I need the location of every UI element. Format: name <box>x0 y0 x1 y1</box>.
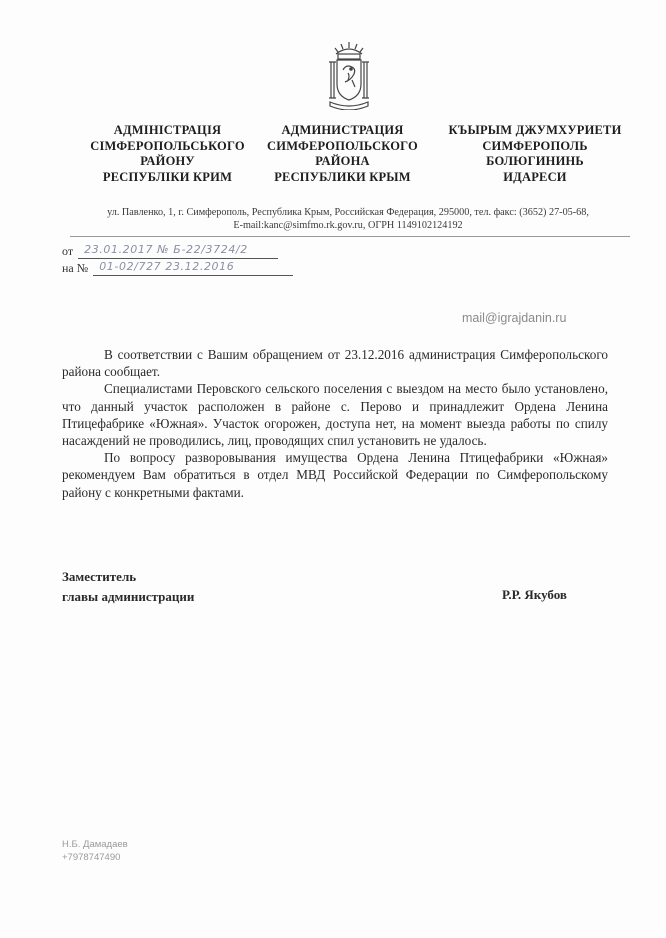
crimea-coat-of-arms-emblem <box>326 40 372 110</box>
executor-info <box>62 838 128 864</box>
signatory-name: Р.Р. Якубов <box>502 587 567 602</box>
header-crh-line: БОЛЮГИНИНЬ <box>486 154 584 168</box>
reference-to-field <box>93 260 293 276</box>
reference-to <box>62 261 293 276</box>
recipient-email: mail@igrajdanin.ru <box>462 311 567 325</box>
reference-to-label: на № <box>62 261 89 275</box>
address-line: ул. Павленко, 1, г. Симферополь, Республика Крым, Российская Федерация, 295000, тел. факс: (3652) 27-05-68, <box>107 207 589 218</box>
header-divider <box>70 236 630 237</box>
header-ru-line: СИМФЕРОПОЛЬСКОГО <box>267 138 418 153</box>
letter-body <box>62 346 608 501</box>
body-paragraph: Специалистами Перовского сельского поселения с выездом на место было установлено, что данный участок расположен в районе с. Перово и принадлежит Ордена Ленина Птицефабрике «Южная». Участок огорожен, доступа нет, на момент выезда работы по спилу насаждений не проводились, лиц, проводящих спил установить не удалось. <box>62 381 608 449</box>
signatory-title <box>62 567 194 607</box>
address-line: E-mail:kanc@simfmo.rk.gov.ru, ОГРН 1149102124192 <box>233 220 463 231</box>
header-ru-line: РАЙОНА <box>315 154 370 168</box>
organization-address <box>70 206 626 232</box>
body-paragraph: В соответствии с Вашим обращением от 23.12.2016 администрация Симферопольского района сообщает. <box>62 347 608 380</box>
reference-from <box>62 244 278 259</box>
reference-from-field <box>78 243 278 259</box>
body-paragraph: По вопросу разворовывания имущества Ордена Ленина Птицефабрики «Южная» рекомендуем Вам обратиться в отдел МВД Российской Федерации по Симферопольскому району с конкретными фактами. <box>62 450 608 500</box>
header-russian <box>255 123 430 185</box>
header-ua-line: РАЙОНУ <box>140 154 195 168</box>
header-ukrainian <box>80 123 255 185</box>
header-ru-line: АДМИНИСТРАЦИЯ <box>281 123 404 137</box>
signatory-title-line: Заместитель <box>62 569 137 584</box>
header-ua-line: СІМФЕРОПОЛЬСЬКОГО <box>90 138 245 153</box>
header-ua-line: РЕСПУБЛІКИ КРИМ <box>102 169 233 184</box>
header-crh-line: ИДАРЕСИ <box>503 169 567 184</box>
executor-phone: +7978747490 <box>62 852 121 863</box>
header-crimean-tatar <box>440 123 630 185</box>
reference-from-label: от <box>62 244 74 258</box>
signatory-title-line: главы администрации <box>62 589 195 604</box>
header-ua-line: АДМІНІСТРАЦІЯ <box>113 123 222 137</box>
header-crh-line: СИМФЕРОПОЛЬ <box>482 138 588 153</box>
header-ru-line: РЕСПУБЛИКИ КРЫМ <box>274 169 411 184</box>
executor-name: Н.Б. Дамадаев <box>62 839 128 850</box>
reference-from-handwritten: 23.01.2017 № Б-22/3724/2 <box>84 243 248 256</box>
header-crh-line: КЪЫРЫМ ДЖУМХУРИЕТИ <box>448 123 622 137</box>
reference-to-handwritten: 01-02/727 23.12.2016 <box>99 260 235 273</box>
